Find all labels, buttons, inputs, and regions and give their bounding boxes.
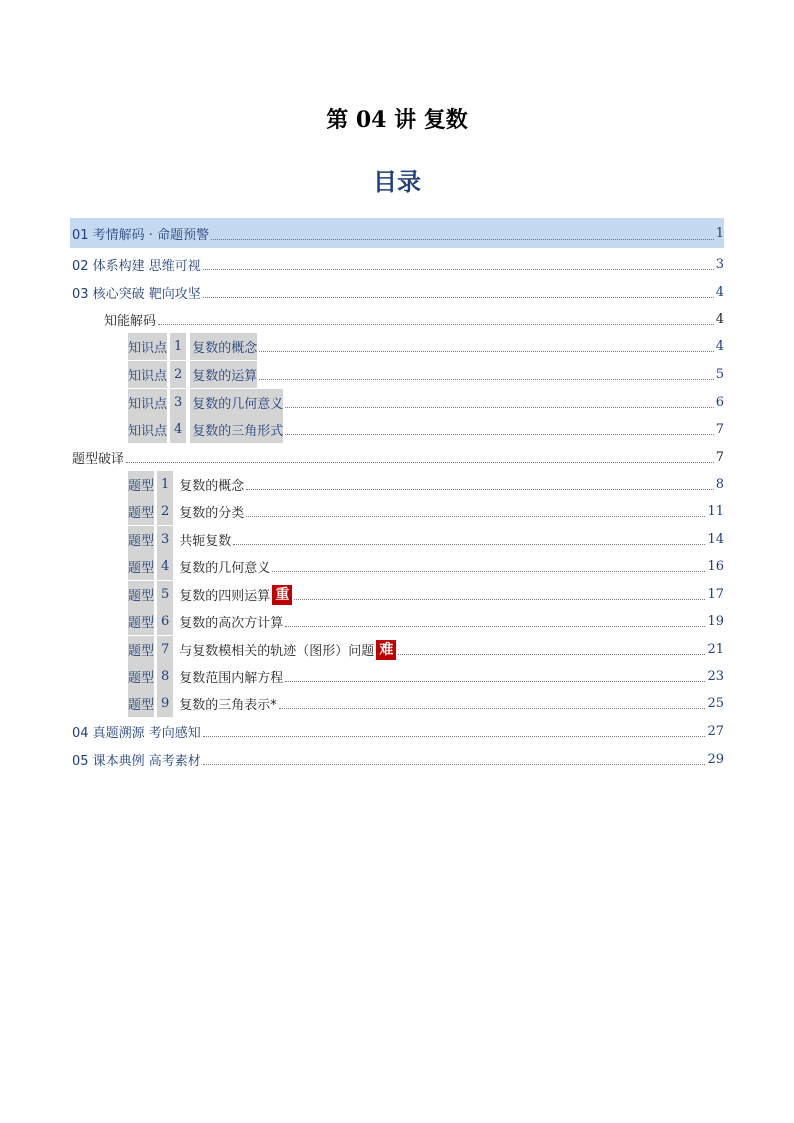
toc-entry-question-type[interactable] [70, 498, 724, 525]
question-type-title: 共轭复数 [179, 534, 232, 549]
question-type-tag: 题型 [128, 581, 154, 608]
question-type-tag: 题型 [128, 526, 154, 553]
dot-leader [272, 570, 705, 572]
knowledge-point-tag: 知识点 [128, 333, 167, 360]
dot-leader [285, 625, 705, 627]
toc-entry-label: 01 考情解码 · 命题预警 [72, 227, 210, 243]
toc-entry-question-type[interactable] [70, 553, 724, 580]
dot-leader [285, 680, 705, 682]
knowledge-point-tag: 知识点 [128, 416, 167, 443]
toc-entry-question-type[interactable] [70, 690, 724, 717]
question-type-number: 1 [157, 471, 173, 498]
knowledge-point-tag: 知识点 [128, 389, 167, 416]
knowledge-point-number: 2 [170, 361, 186, 388]
question-type-number: 2 [157, 498, 173, 525]
toc-page-number: 11 [707, 504, 724, 519]
knowledge-point-number: 3 [170, 389, 186, 416]
question-type-tag: 题型 [128, 471, 154, 498]
knowledge-point-tag: 知识点 [128, 361, 167, 388]
dot-leader [294, 598, 705, 600]
toc-page-number: 7 [715, 450, 724, 465]
dot-leader [285, 406, 713, 408]
toc-entry-label: 题型破译 [72, 452, 125, 467]
toc-entry-sec5[interactable] [70, 746, 724, 773]
toc-page-number: 16 [707, 559, 724, 574]
dot-leader [259, 378, 713, 380]
question-type-title: 复数的三角表示* [179, 698, 277, 713]
dot-leader [126, 461, 714, 463]
toc-page-number: 1 [715, 225, 724, 241]
toc-entry-question-type[interactable] [70, 663, 724, 690]
toc-entry-sec4[interactable] [70, 718, 724, 745]
toc-page-number: 14 [707, 532, 724, 547]
question-type-number: 8 [157, 663, 173, 690]
question-type-number: 6 [157, 608, 173, 635]
difficult-badge: 难 [376, 640, 396, 660]
toc-entry-knowledge-point[interactable] [70, 416, 724, 443]
toc-page-number: 4 [715, 285, 724, 300]
question-type-title: 复数的高次方计算 [179, 616, 284, 631]
toc-page-number: 21 [707, 642, 724, 657]
toc-entry-sec2[interactable] [70, 251, 724, 278]
dot-leader [233, 543, 705, 545]
toc-entry-label: 05 课本典例 高考素材 [72, 754, 201, 769]
question-type-number: 9 [157, 690, 173, 717]
toc-entry-question-type[interactable] [70, 636, 724, 663]
toc-page-number: 7 [715, 422, 724, 437]
dot-leader [246, 488, 713, 490]
dot-leader [246, 515, 705, 517]
question-type-title: 复数的几何意义 [179, 561, 271, 576]
toc-page-number: 6 [715, 395, 724, 410]
dot-leader [158, 323, 714, 325]
toc-page-number: 3 [715, 257, 724, 272]
knowledge-point-title: 复数的概念 [190, 333, 257, 360]
question-type-tag: 题型 [128, 690, 154, 717]
dot-leader [259, 350, 713, 352]
knowledge-point-number: 4 [170, 416, 186, 443]
toc-entry-question-type[interactable] [70, 526, 724, 553]
knowledge-point-title: 复数的几何意义 [190, 389, 283, 416]
toc-page-number: 5 [715, 367, 724, 382]
toc-entry-sec3[interactable] [70, 279, 724, 306]
toc-heading: 目录 [373, 168, 421, 196]
dot-leader [211, 238, 714, 240]
dot-leader [279, 707, 706, 709]
dot-leader [203, 763, 706, 765]
question-type-number: 7 [157, 636, 173, 663]
dot-leader [398, 653, 705, 655]
knowledge-point-title: 复数的运算 [190, 361, 257, 388]
question-type-title: 复数的分类 [179, 506, 245, 521]
toc-entry-knowledge-point[interactable] [70, 361, 724, 388]
question-type-title: 复数的四则运算 [179, 589, 271, 604]
toc-page-number: 29 [707, 752, 724, 767]
question-type-tag: 题型 [128, 498, 154, 525]
toc-entry-sec1[interactable] [70, 218, 724, 248]
question-type-number: 5 [157, 581, 173, 608]
document-title: 第 04 讲 复数 [326, 107, 468, 133]
toc-entry-question-type[interactable] [70, 608, 724, 635]
question-type-tag: 题型 [128, 553, 154, 580]
toc-page-number: 17 [707, 587, 724, 602]
question-type-number: 3 [157, 526, 173, 553]
question-type-tag: 题型 [128, 636, 154, 663]
toc-page-number: 25 [707, 696, 724, 711]
toc-page-number: 4 [715, 312, 724, 327]
question-type-title: 复数范围内解方程 [179, 671, 284, 686]
question-type-title: 复数的概念 [179, 479, 245, 494]
toc-entry-question-type[interactable] [70, 581, 724, 608]
question-type-tag: 题型 [128, 663, 154, 690]
knowledge-point-title: 复数的三角形式 [190, 416, 283, 443]
question-type-number: 4 [157, 553, 173, 580]
toc-page-number: 8 [715, 477, 724, 492]
dot-leader [203, 296, 714, 298]
toc-page-number: 19 [707, 614, 724, 629]
knowledge-point-number: 1 [170, 333, 186, 360]
toc-entry-label: 知能解码 [104, 314, 157, 329]
dot-leader [203, 268, 714, 270]
question-type-title: 与复数模相关的轨迹（图形）问题 [179, 644, 375, 659]
question-type-tag: 题型 [128, 608, 154, 635]
toc-entry-label: 03 核心突破 靶向攻坚 [72, 287, 201, 302]
toc-entry-label: 04 真题溯源 考向感知 [72, 726, 201, 741]
toc-entry-knowledge-point[interactable] [70, 389, 724, 416]
toc-entry-label: 02 体系构建 思维可视 [72, 259, 201, 274]
toc-page-number: 4 [715, 339, 724, 354]
toc-page-number: 23 [707, 669, 724, 684]
toc-entry-knowledge-decoding[interactable] [70, 306, 724, 333]
toc-entry-knowledge-point[interactable] [70, 333, 724, 360]
toc-page-number: 27 [707, 724, 724, 739]
toc-entry-question-types[interactable] [70, 444, 724, 471]
key-point-badge: 重 [272, 585, 292, 605]
dot-leader [203, 735, 706, 737]
toc-entry-question-type[interactable] [70, 471, 724, 498]
dot-leader [285, 433, 713, 435]
